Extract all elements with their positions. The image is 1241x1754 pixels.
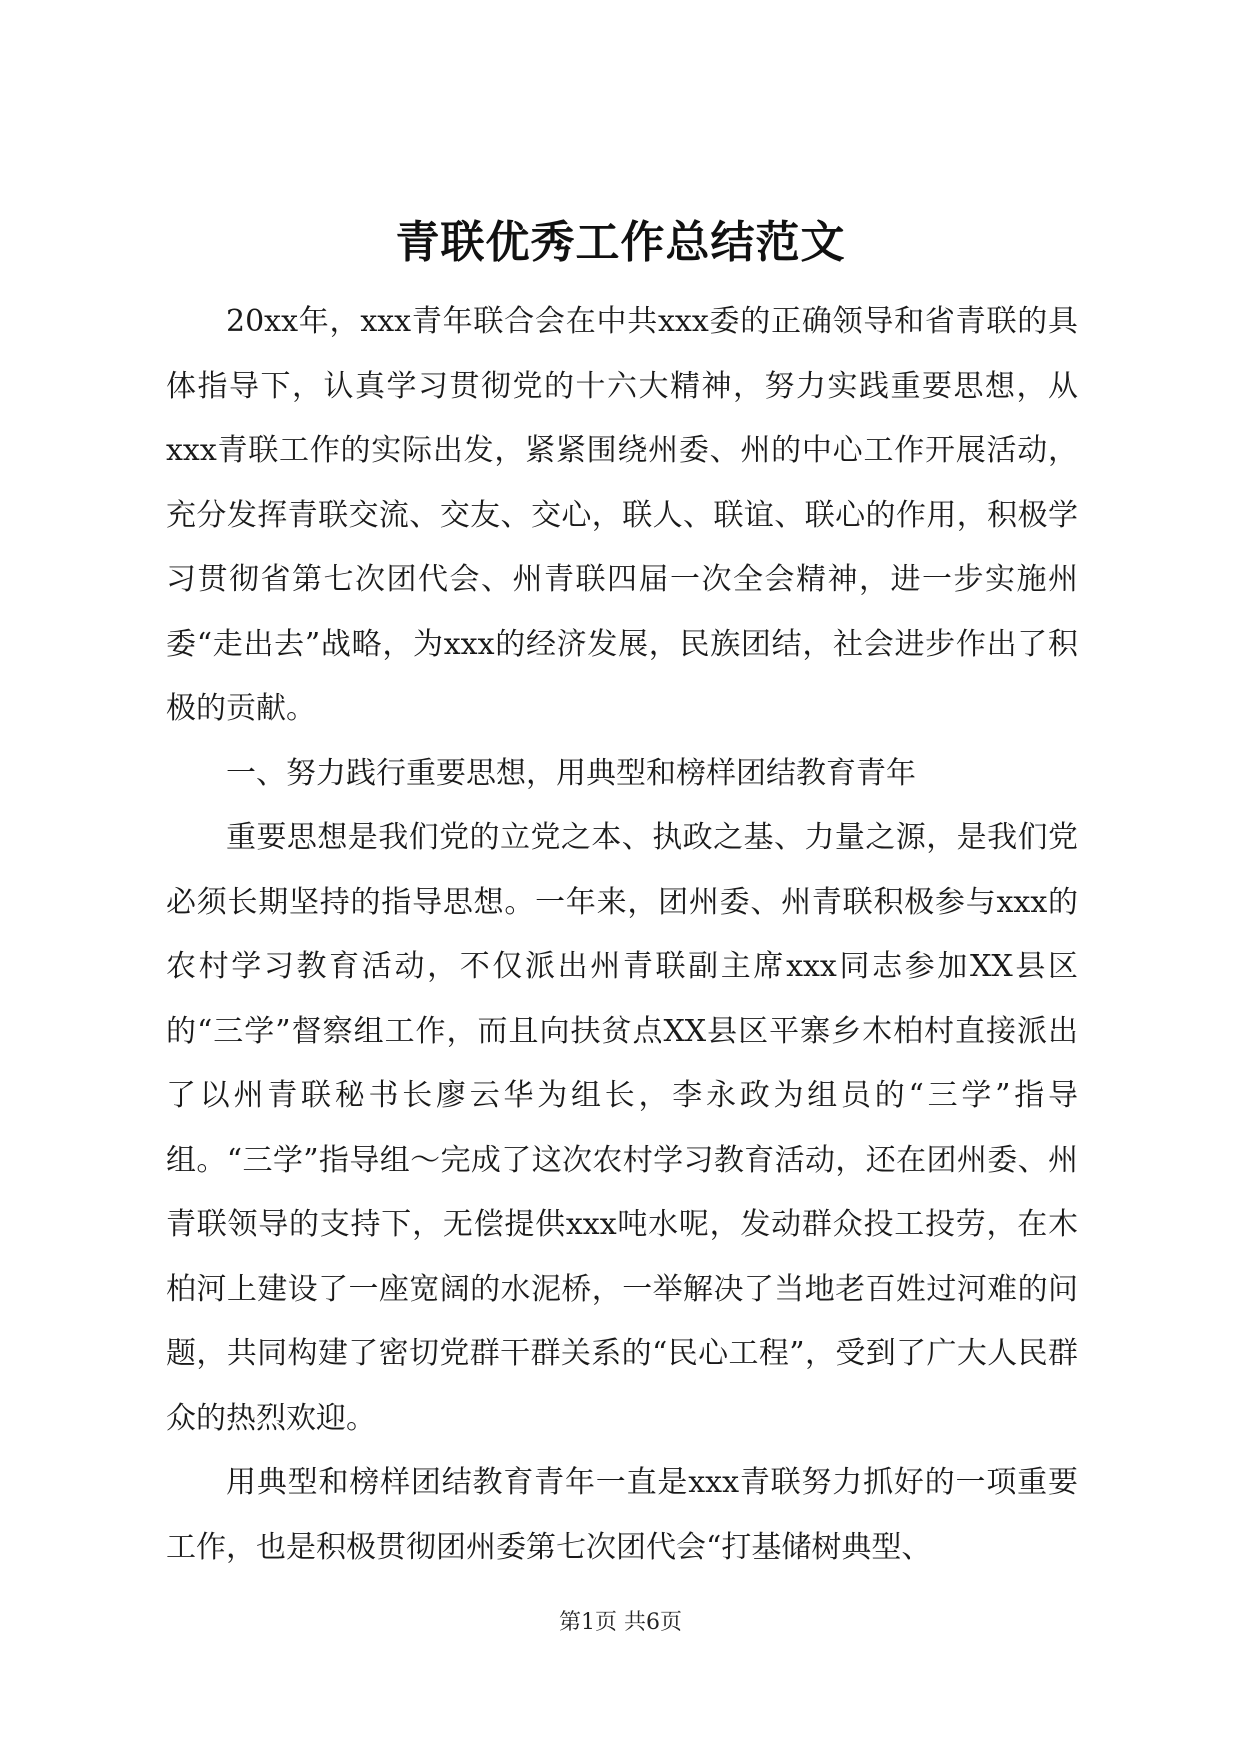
section-heading-1: 一、努力践行重要思想，用典型和榜样团结教育青年 — [226, 755, 916, 791]
paragraph-intro: 20xx年，xxx青年联合会在中共xxx委的正确领导和省青联的具体指导下，认真学习贯彻党的十六大精神，努力实践重要思想，从xxx青联工作的实际出发，紧紧围绕州委、州的中心工作开展活动，充分发挥青联交流、交友、交心，联人、联谊、联心的作用，积极学习贯彻省第七次团代会、州青联四届一次全会精神，进一步实施州委“走出去”战略，为xxx的经济发展，民族团结，社会进步作出了积极的贡献。 — [166, 304, 1078, 726]
paragraph-section-1: 重要思想是我们党的立党之本、执政之基、力量之源，是我们党必须长期坚持的指导思想。一年来，团州委、州青联积极参与xxx的农村学习教育活动，不仅派出州青联副主席xxx同志参加XX县区的“三学”督察组工作，而且向扶贫点XX县区平寨乡木柏村直接派出了以州青联秘书长廖云华为组长，李永政为组员的“三学”指导组。“三学”指导组～完成了这次农村学习教育活动，还在团州委、州青联领导的支持下，无偿提供xxx吨水呢，发动群众投工投劳，在木柏河上建设了一座宽阔的水泥桥，一举解决了当地老百姓过河难的问题，共同构建了密切党群干群关系的“民心工程”，受到了广大人民群众的热烈欢迎。 — [166, 820, 1078, 1436]
page-footer: 第1页 共6页 — [559, 1610, 682, 1635]
document-title: 青联优秀工作总结范文 — [395, 217, 846, 268]
document-body — [166, 290, 1078, 1580]
paragraph-section-1-cont: 用典型和榜样团结教育青年一直是xxx青联努力抓好的一项重要工作，也是积极贯彻团州委第七次团代会“打基储树典型、 — [166, 1465, 1078, 1565]
